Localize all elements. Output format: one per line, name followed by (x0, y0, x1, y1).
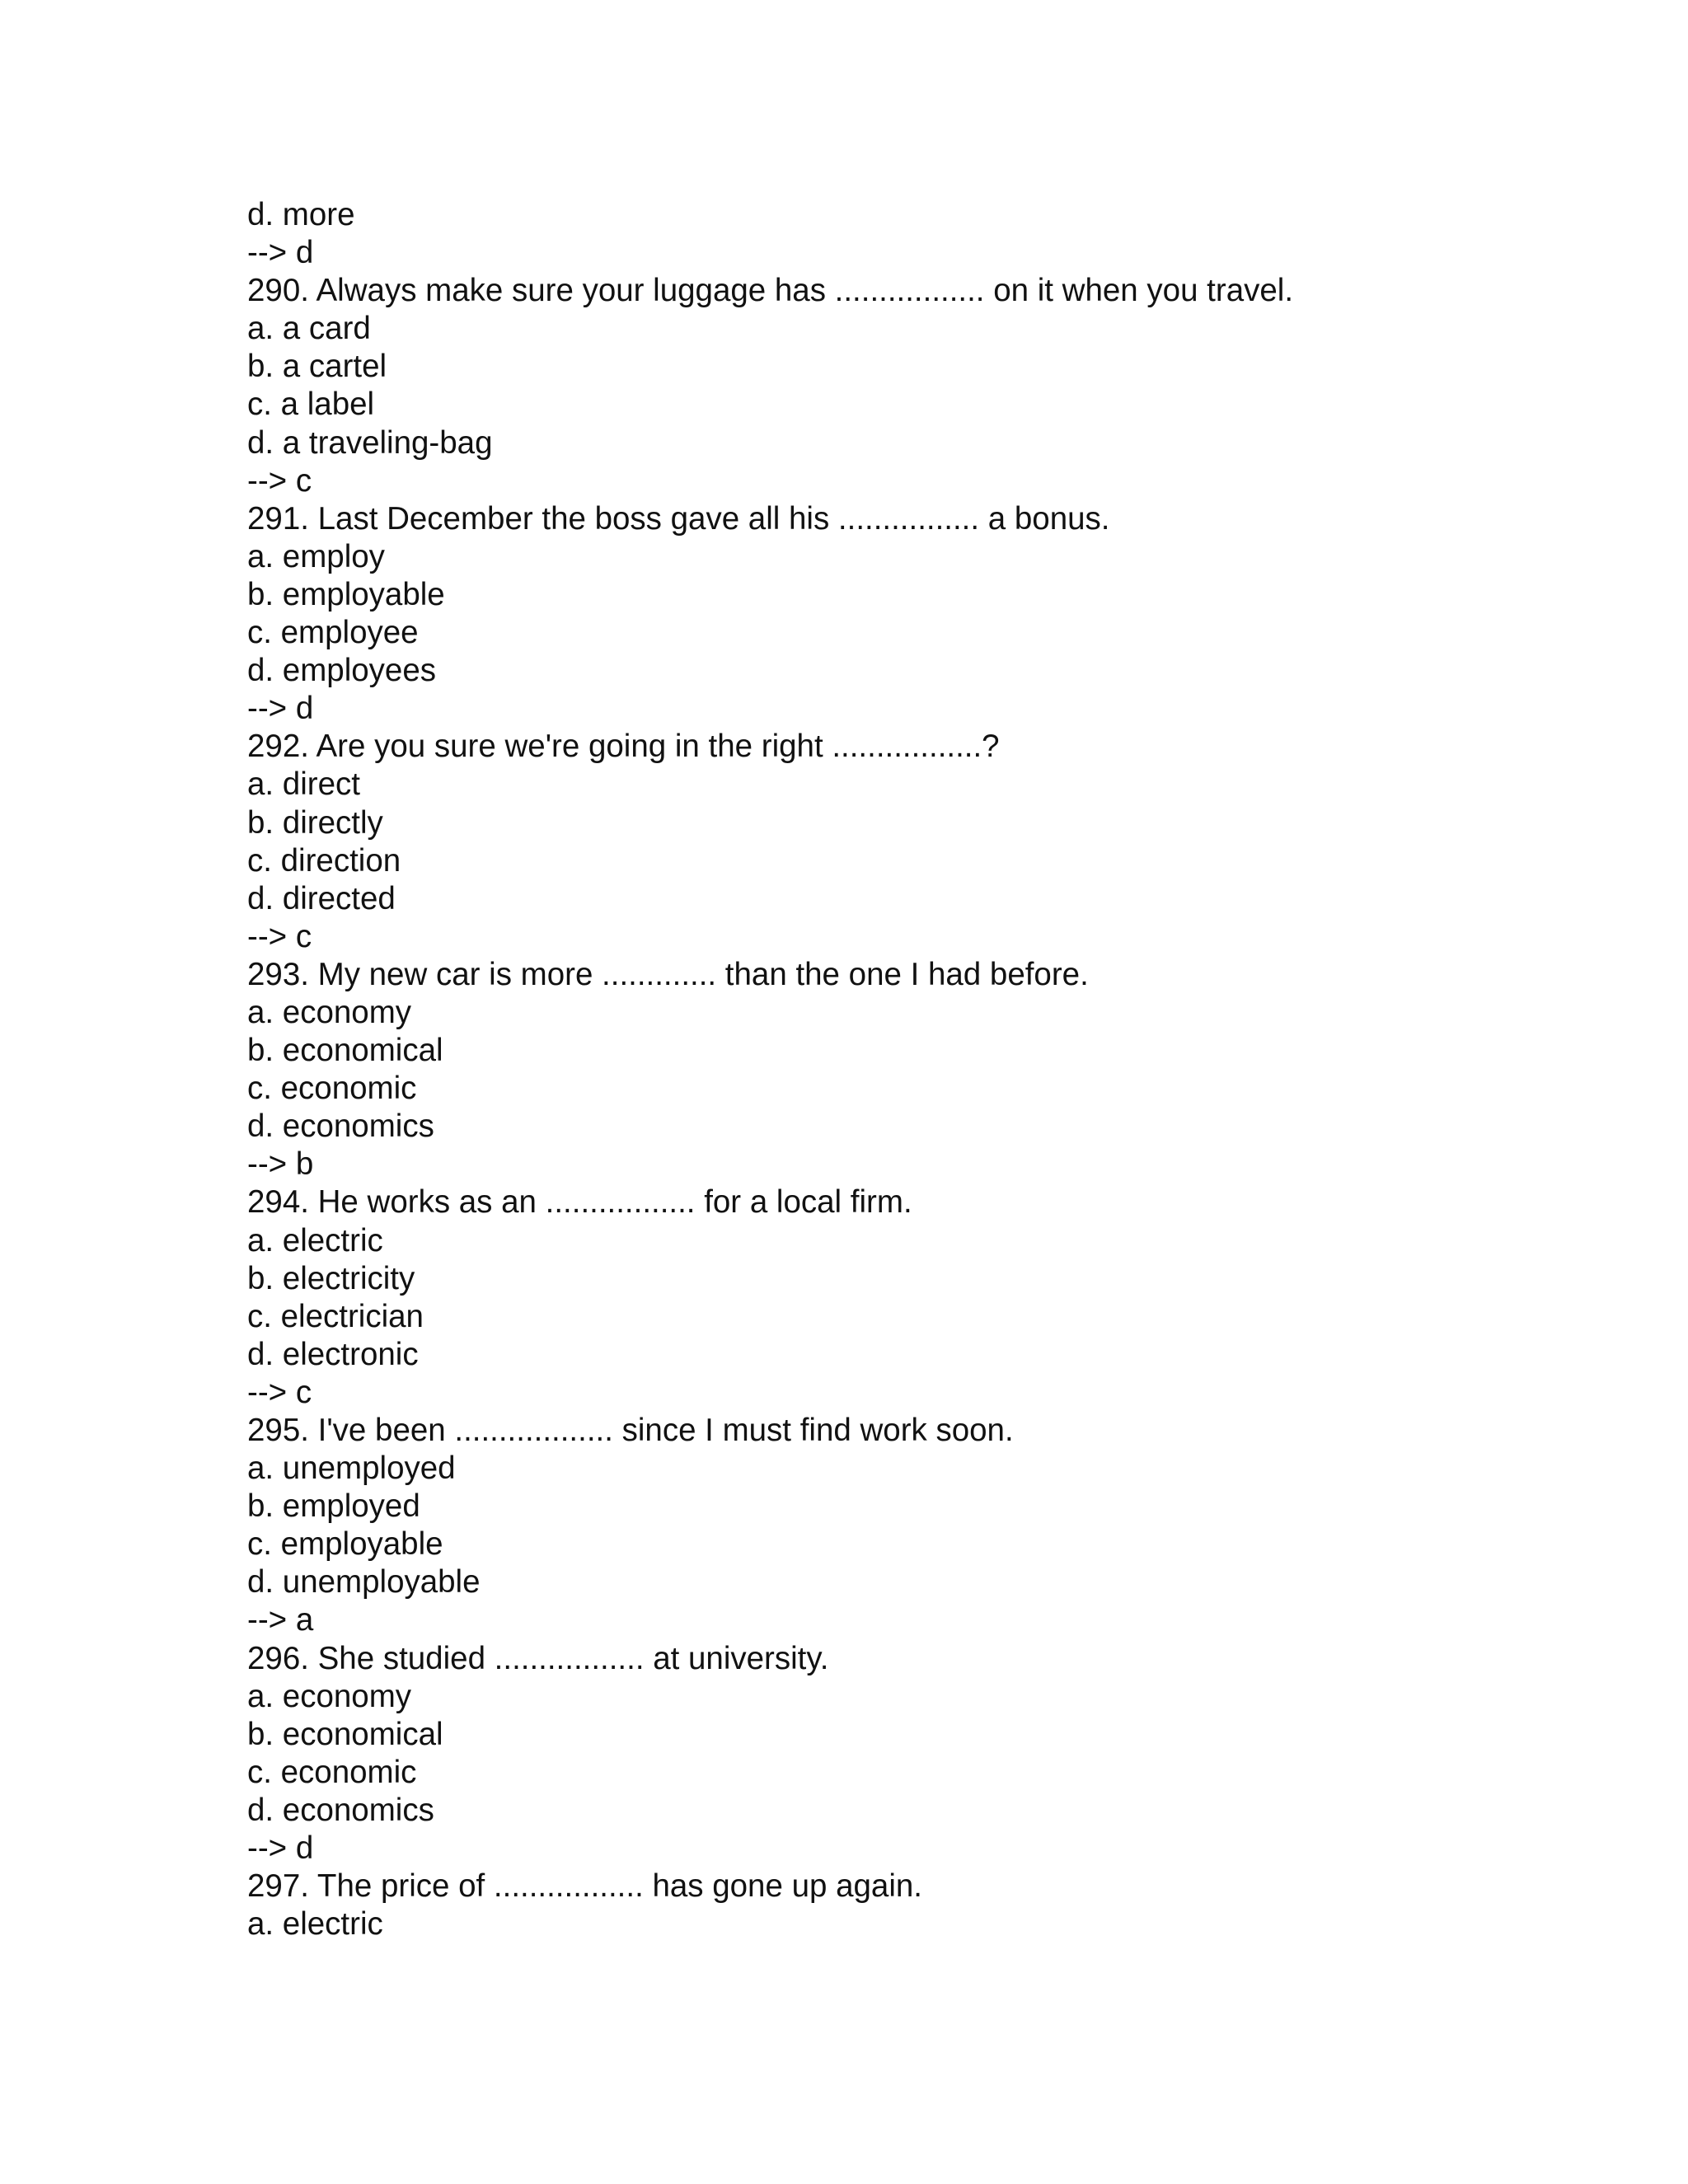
document-text (247, 196, 1648, 1943)
question-296: 296. She studied ................. at university. (247, 1640, 829, 1676)
answer-key: --> c (247, 918, 312, 954)
answer-option: a. economy (247, 994, 412, 1030)
answer-option: b. a cartel (247, 349, 387, 385)
answer-option: d. more (247, 197, 355, 232)
answer-option: d. directed (247, 880, 396, 916)
question-294: 294. He works as an ................. for a local firm. (247, 1184, 912, 1221)
answer-option: a. employ (247, 538, 385, 574)
answer-option: d. unemployable (247, 1564, 481, 1601)
answer-option: c. direction (247, 842, 401, 879)
answer-option: c. electrician (247, 1298, 424, 1334)
answer-key: --> d (247, 1830, 314, 1867)
answer-option: c. a label (247, 387, 375, 423)
answer-option: a. direct (247, 766, 360, 803)
answer-option: d. a traveling-bag (247, 424, 493, 461)
question-297: 297. The price of ................. has gone up again. (247, 1868, 922, 1905)
answer-option: c. employable (247, 1526, 443, 1563)
answer-option: a. unemployed (247, 1451, 456, 1487)
answer-option: b. employable (247, 576, 445, 612)
answer-option: a. electric (247, 1222, 383, 1258)
answer-option: c. employee (247, 615, 419, 651)
answer-key: --> c (247, 462, 312, 499)
answer-option: a. a card (247, 311, 371, 347)
answer-key: --> c (247, 1374, 312, 1410)
answer-option: b. economical (247, 1716, 443, 1752)
answer-key: --> d (247, 691, 314, 727)
answer-option: c. economic (247, 1754, 417, 1790)
answer-option: b. employed (247, 1488, 420, 1525)
answer-option: a. electric (247, 1906, 383, 1943)
answer-option: d. electronic (247, 1336, 419, 1372)
answer-key: --> b (247, 1146, 314, 1183)
answer-option: b. economical (247, 1033, 443, 1069)
answer-option: d. economics (247, 1792, 434, 1828)
answer-key: --> d (247, 235, 314, 271)
answer-option: d. economics (247, 1108, 434, 1145)
question-292: 292. Are you sure we're going in the right .................? (247, 729, 1000, 765)
answer-key: --> a (247, 1602, 314, 1638)
question-293: 293. My new car is more ............. than the one I had before. (247, 956, 1089, 992)
answer-option: c. economic (247, 1071, 417, 1107)
answer-option: b. electricity (247, 1260, 415, 1296)
question-290: 290. Always make sure your luggage has ................. on it when you travel. (247, 273, 1294, 309)
question-291: 291. Last December the boss gave all his ................ a bonus. (247, 500, 1110, 537)
answer-option: d. employees (247, 653, 436, 689)
answer-option: b. directly (247, 804, 383, 841)
question-295: 295. I've been .................. since I must find work soon. (247, 1413, 1014, 1448)
answer-option: a. economy (247, 1678, 412, 1714)
